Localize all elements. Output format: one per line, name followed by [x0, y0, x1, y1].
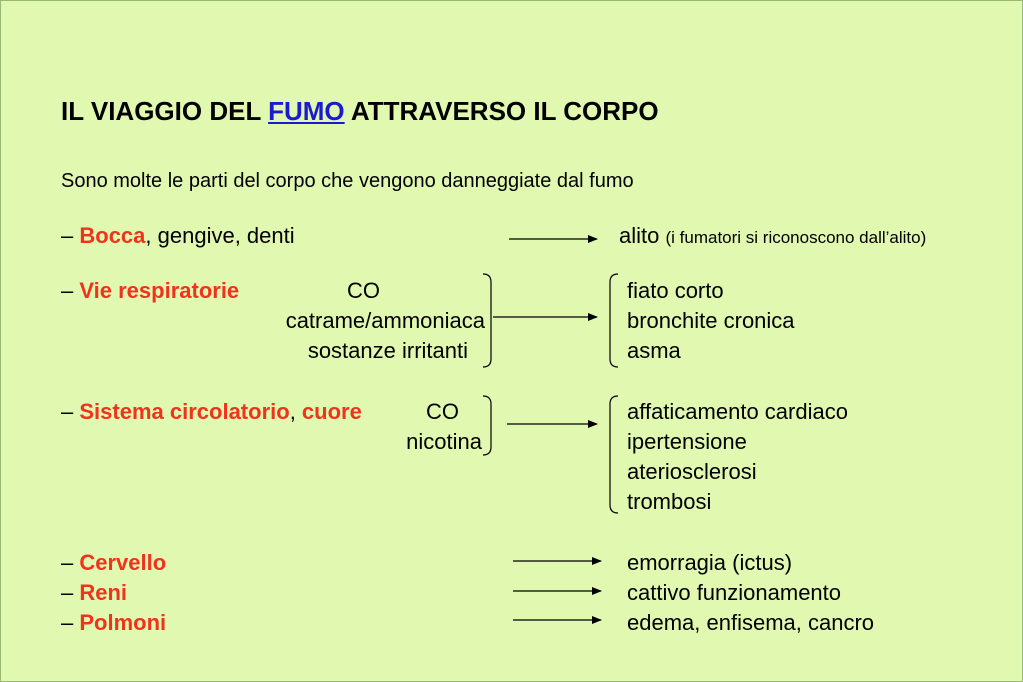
- effect-ipertensione: ipertensione: [627, 429, 747, 454]
- right-bracket-icon: [483, 396, 491, 455]
- substance-co: CO: [347, 278, 380, 303]
- organ-cervello: Cervello: [79, 550, 167, 575]
- effect-bronchite: bronchite cronica: [627, 308, 795, 333]
- organ-polmoni: Polmoni: [79, 610, 167, 635]
- organ-sistema-circolatorio: Sistema circolatorio: [79, 399, 290, 424]
- dash: –: [61, 580, 74, 605]
- left-brace-icon: [610, 274, 618, 367]
- effect-alito-note: (i fumatori si riconoscono dall’alito): [665, 228, 927, 247]
- effect-emorragia: emorragia (ictus): [627, 550, 793, 575]
- dash: –: [61, 610, 74, 635]
- substance-co-2: CO: [426, 399, 459, 424]
- title-part-1: IL VIAGGIO DEL: [61, 96, 269, 126]
- organ-bocca: Bocca: [79, 223, 146, 248]
- dash: –: [61, 550, 74, 575]
- effect-aterosclerosi: ateriosclerosi: [627, 459, 757, 484]
- title-part-2: ATTRAVERSO IL CORPO: [344, 96, 659, 126]
- right-bracket-icon: [483, 274, 491, 367]
- effect-alito: alito: [619, 223, 660, 248]
- bocca-rest: , gengive, denti: [145, 223, 295, 248]
- arrows-and-brackets: [1, 1, 1022, 681]
- title-fumo-link[interactable]: FUMO: [268, 96, 345, 126]
- organ-cuore: cuore: [301, 399, 362, 424]
- effect-fiato-corto: fiato corto: [627, 278, 724, 303]
- dash: –: [61, 399, 74, 424]
- effect-edema: edema, enfisema, cancro: [627, 610, 875, 635]
- left-brace-icon: [610, 396, 618, 513]
- dash: –: [61, 223, 74, 248]
- subtitle: Sono molte le parti del corpo che vengono danneggiate dal fumo: [61, 170, 634, 192]
- organ-reni: Reni: [79, 580, 128, 605]
- organ-vie-respiratorie: Vie respiratorie: [79, 278, 240, 303]
- effect-affaticamento: affaticamento cardiaco: [627, 399, 848, 424]
- effect-cattivo-funzionamento: cattivo funzionamento: [627, 580, 842, 605]
- effect-trombosi: trombosi: [627, 489, 712, 514]
- organ-separator: ,: [289, 399, 302, 424]
- dash: –: [61, 278, 74, 303]
- substance-irritanti: sostanze irritanti: [307, 338, 468, 363]
- substance-catrame: catrame/ammoniaca: [285, 308, 485, 333]
- effect-asma: asma: [627, 338, 681, 363]
- substance-nicotina: nicotina: [406, 429, 482, 454]
